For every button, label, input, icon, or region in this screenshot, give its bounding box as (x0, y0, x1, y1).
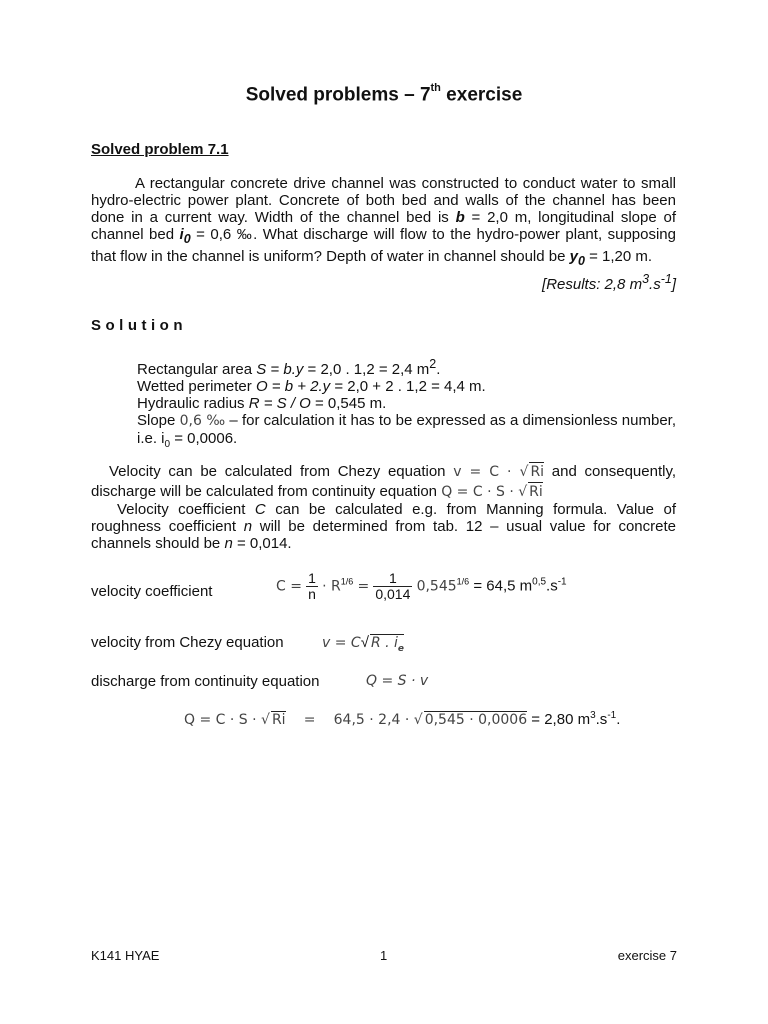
symbol-i-sub: 0 (183, 232, 191, 246)
coef-text-3: will be determined from tab. 12 – usual value for concrete channels should be (91, 518, 677, 552)
result-sup-2: -1 (557, 576, 567, 588)
symbol-i0 (179, 226, 191, 246)
chezy-eq-2: Q = C · S · √ Ri (441, 484, 543, 500)
slope-value: 0,6 ‰ (179, 413, 226, 429)
result-mid: .s (546, 577, 558, 595)
chezy-eq-2-radicand: Ri (529, 484, 543, 500)
velocity-lhs: v = C (322, 635, 361, 651)
fraction-denominator: n (308, 586, 316, 602)
r-term: · R (322, 578, 341, 595)
fraction-numerator: 1 (308, 570, 316, 586)
chezy-text-1: Velocity can be calculated from Chezy equation (109, 463, 454, 480)
fraction-numerator: 1 (373, 571, 412, 587)
final-result-end: . (616, 711, 621, 728)
slope-label: Slope (137, 412, 180, 429)
value-exponent: 1/6 (456, 576, 470, 587)
velocity-chezy-label: velocity from Chezy equation (91, 634, 284, 651)
chezy-eq-1: v = C · √ Ri (453, 464, 545, 480)
coef-text-2: can be calculated e.g. from Manning formula. Value of roughness coefficient (91, 501, 676, 535)
final-lhs: Q = C · S · (184, 712, 262, 728)
velocity-radicand (370, 634, 404, 654)
chezy-eq-1-lhs: v = C · (453, 464, 520, 480)
final-result-sup: 3 (590, 710, 596, 721)
slope-rest: – for calculation it has to be expressed as a dimensionless number, i.e. i (137, 412, 676, 447)
fraction-1-over-0014 (373, 571, 412, 602)
radius-rest: = 0,545 m. (310, 395, 387, 412)
velocity-chezy-formula: v = C√ R . $i_e$ (322, 634, 405, 654)
velocity-coefficient-label: velocity coefficient (91, 583, 213, 600)
problem-text-2: = 2,0 m, longitudinal slope of channel bed (91, 209, 677, 243)
footer-exercise: exercise 7 (617, 948, 677, 963)
step-slope (137, 412, 676, 453)
result-sup: 0,5 (532, 576, 547, 588)
radius-label: Hydraulic radius (137, 395, 249, 412)
step-area (137, 356, 676, 378)
problem-text-1: A rectangular concrete drive channel was constructed to conduct water to small hydro-electric power plant. Concrete of both bed and walls of the channel has been done in a current way. Width of the channel bed is (91, 175, 676, 226)
problem-text-3: = 0,6 ‰. What discharge will flow to the hydro-power plant, supposing that flow in the channel is uniform? Depth of water in channel should be (91, 226, 676, 265)
radius-formula: R = S / O (248, 395, 311, 412)
final-mid: 64,5 · 2,4 · (333, 712, 414, 728)
final-lhs-radicand: Ri (271, 712, 286, 728)
final-result-sup-2: -1 (607, 710, 617, 721)
title-superscript: th (430, 82, 441, 94)
velocity-radicand-sub: e (397, 643, 405, 654)
coef-symbol-n: n (243, 518, 253, 535)
area-end: . (436, 361, 441, 378)
r-exponent: 1/6 (340, 576, 354, 587)
title-text: Solved problems – 7 (245, 84, 431, 106)
symbol-b: b (455, 209, 465, 226)
coef-text-1: Velocity coefficient (117, 501, 255, 518)
fraction-denominator: 0,014 (375, 586, 411, 602)
results-mid: .s (649, 276, 661, 293)
step-radius (137, 395, 676, 412)
slope-sub: 0 (164, 439, 171, 450)
symbol-y0 (569, 248, 585, 268)
solution-steps (137, 356, 676, 453)
results-note (542, 272, 676, 293)
symbol-y: y (569, 248, 578, 265)
final-result-mid: .s (595, 711, 608, 728)
area-rest: = 2,0 . 1,2 = 2,4 m (303, 361, 430, 378)
results-sup-1: 3 (642, 272, 650, 286)
area-label: Rectangular area (137, 361, 257, 378)
chezy-eq-1-radicand: Ri (530, 464, 545, 480)
equals-sign: = (357, 578, 370, 595)
chezy-eq-2-lhs: Q = C · S · (441, 484, 519, 500)
radius-value: 0,545 (416, 578, 457, 595)
page-title (0, 84, 768, 106)
final-equation: Q = C · S · √ Ri = 64,5 · 2,4 · √ 0,545 · 0,0006 = 2,80 $m^3.s^{-1}$. (184, 710, 621, 728)
fraction-1-over-n (306, 571, 318, 602)
symbol-i: i (179, 226, 184, 243)
coefficient-result: = 64,5 m (473, 577, 533, 595)
slope-end: = 0,0006. (170, 430, 238, 447)
c-equals: C = (276, 578, 302, 595)
results-sup-2: -1 (660, 272, 672, 286)
area-sup: 2 (429, 357, 437, 371)
chezy-paragraph (91, 462, 676, 502)
discharge-formula: Q = S · v (366, 673, 429, 689)
footer-course: K141 HYAE (91, 948, 160, 963)
problem-text-4: = 1,20 m. (584, 248, 653, 265)
solution-heading: Solution (91, 317, 187, 334)
title-suffix: exercise (440, 84, 523, 106)
problem-statement (91, 175, 676, 270)
coefficient-paragraph (91, 501, 676, 552)
problem-subheading: Solved problem 7.1 (91, 141, 229, 158)
perimeter-label: Wetted perimeter (137, 378, 256, 395)
perimeter-formula: O = b + 2.y (255, 378, 331, 395)
perimeter-rest: = 2,0 + 2 . 1,2 = 4,4 m. (330, 378, 486, 395)
chezy-text-2: and consequently, discharge will be calculated from continuity equation (91, 463, 677, 500)
final-equals: = (303, 712, 316, 728)
step-perimeter (137, 378, 676, 395)
discharge-label: discharge from continuity equation (91, 673, 320, 690)
final-result: = 2,80 m (527, 711, 591, 728)
footer-page-number: 1 (380, 948, 388, 963)
coef-text-4: = 0,014. (232, 535, 292, 552)
area-formula: S = b.y (256, 361, 304, 378)
coef-symbol-n-2: n (224, 535, 233, 552)
symbol-y-sub: 0 (577, 254, 585, 268)
results-end: ] (671, 276, 676, 293)
coef-symbol-c: C (254, 501, 266, 518)
results-text: [Results: 2,8 m (542, 276, 643, 293)
velocity-radicand-text: R . i (370, 635, 398, 651)
velocity-coefficient-formula (276, 571, 567, 602)
final-mid-radicand: 0,545 · 0,0006 (424, 712, 528, 728)
